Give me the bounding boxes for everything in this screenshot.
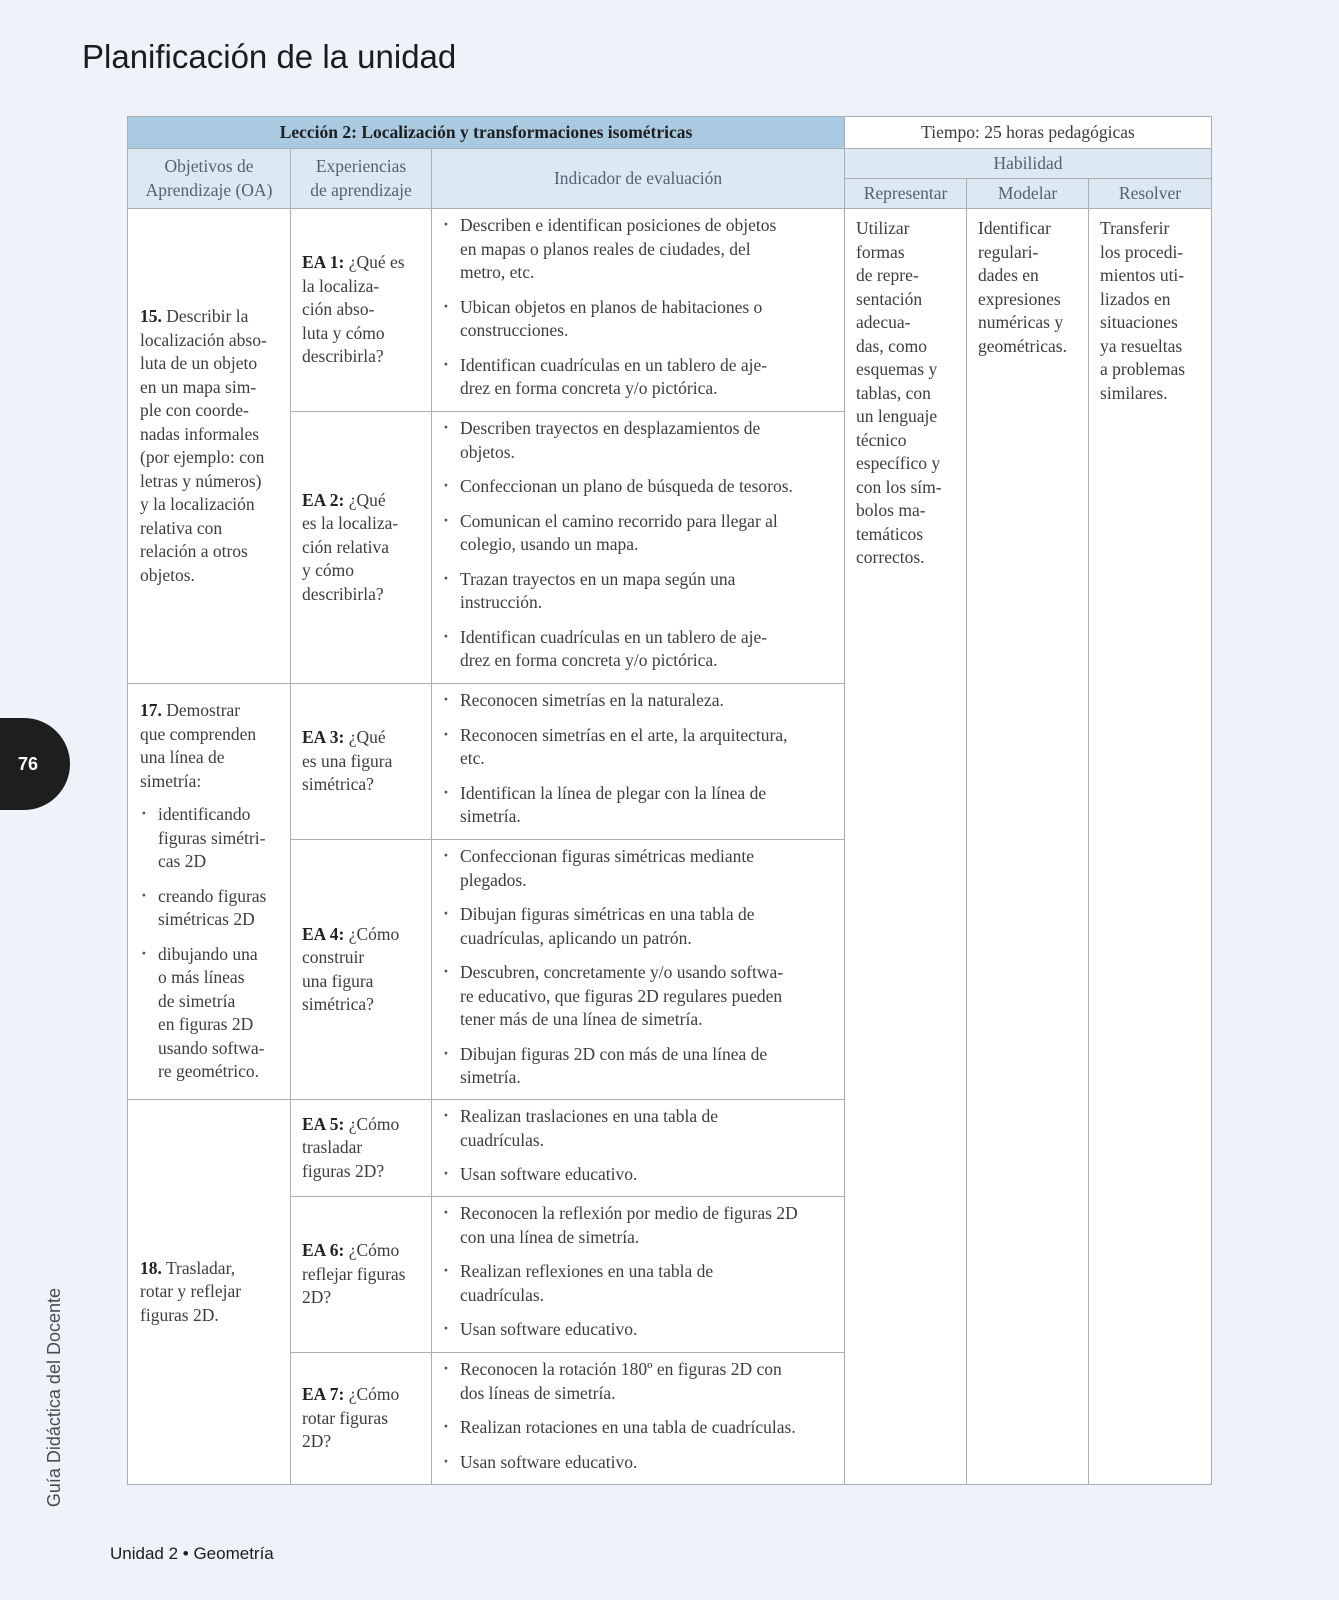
indicator-item: · Reconocen la reflexión por medio de figuras 2D con una línea de simetría. <box>442 1202 836 1249</box>
header-skill: Habilidad <box>845 149 1212 179</box>
side-running-title: Guía Didáctica del Docente <box>44 1288 64 1508</box>
indicator-item: · Describen trayectos en desplazamientos de objetos. <box>442 417 836 464</box>
header-ea: Experiencias de aprendizaje <box>291 149 432 209</box>
indicator-item: · Realizan traslaciones en una tabla de cuadrículas. <box>442 1105 836 1152</box>
ea-5-cell: EA 5: ¿Cómo trasladar figuras 2D? <box>291 1100 432 1197</box>
ea-2-cell: EA 2: ¿Qué es la localiza- ción relativa y cómo describirla? <box>291 412 432 684</box>
skill-solve-cell: Transferir los procedi- mientos uti- lizados en situaciones ya resueltas a problemas similares. <box>1089 209 1212 1485</box>
ea-7-cell: EA 7: ¿Cómo rotar figuras 2D? <box>291 1353 432 1485</box>
ea-3-indicators <box>432 684 845 840</box>
indicator-item: · Reconocen simetrías en el arte, la arquitectura, etc. <box>442 724 836 771</box>
page-title: Planificación de la unidad <box>82 38 457 75</box>
indicator-item: · Trazan trayectos en un mapa según una instrucción. <box>442 568 836 615</box>
ea-2-indicators <box>432 412 845 684</box>
indicator-item: · Identifican cuadrículas en un tablero de aje- drez en forma concreta y/o pictórica. <box>442 626 836 673</box>
oa-15-cell: 15. Describir la localización abso- luta de un objeto en un mapa sim- ple con coorde- nadas informales (por ejemplo: con letras y números) y la localización relativa con relación a otros objetos. <box>128 209 291 684</box>
header-indicator: Indicador de evaluación <box>432 149 845 209</box>
skill-represent-cell: Utilizar formas de repre- sentación adecua- das, como esquemas y tablas, con un lenguaje técnico específico y con los sím- bolos ma- temáticos correctos. <box>845 209 967 1485</box>
ea-6-cell: EA 6: ¿Cómo reflejar figuras 2D? <box>291 1197 432 1353</box>
indicator-item: · Dibujan figuras 2D con más de una línea de simetría. <box>442 1043 836 1090</box>
page-number-tab <box>0 718 70 810</box>
unit-planning-table <box>127 116 1212 1485</box>
indicator-item: · Confeccionan figuras simétricas mediante plegados. <box>442 845 836 892</box>
indicator-item: · Usan software educativo. <box>442 1451 836 1475</box>
ea-7-indicators <box>432 1353 845 1485</box>
indicator-item: · Identifican cuadrículas en un tablero de aje- drez en forma concreta y/o pictórica. <box>442 354 836 401</box>
skill-model-cell: Identificar regulari- dades en expresiones numéricas y geométricas. <box>967 209 1089 1485</box>
indicator-item: · Descubren, concretamente y/o usando softwa- re educativo, que figuras 2D regulares pueden tener más de una línea de simetría. <box>442 961 836 1032</box>
indicator-item: · Reconocen la rotación 180º en figuras 2D con dos líneas de simetría. <box>442 1358 836 1405</box>
ea-5-indicators <box>432 1100 845 1197</box>
indicator-item: · Realizan reflexiones en una tabla de cuadrículas. <box>442 1260 836 1307</box>
ea-1-cell: EA 1: ¿Qué es la localiza- ción abso- luta y cómo describirla? <box>291 209 432 412</box>
ea-4-indicators <box>432 840 845 1100</box>
lesson-time: Tiempo: 25 horas pedagógicas <box>845 117 1212 149</box>
ea-1-indicators <box>432 209 845 412</box>
page-number: 76 <box>17 753 39 774</box>
header-represent: Representar <box>845 179 967 209</box>
indicator-item: · Dibujan figuras simétricas en una tabla de cuadrículas, aplicando un patrón. <box>442 903 836 950</box>
oa-17-bullet: · creando figuras simétricas 2D <box>140 885 284 932</box>
header-solve: Resolver <box>1089 179 1212 209</box>
ea-6-indicators <box>432 1197 845 1353</box>
indicator-item: · Describen e identifican posiciones de objetos en mapas o planos reales de ciudades, del metro, etc. <box>442 214 836 285</box>
indicator-item: · Identifican la línea de plegar con la línea de simetría. <box>442 782 836 829</box>
indicator-item: · Reconocen simetrías en la naturaleza. <box>442 689 836 713</box>
header-oa: Objetivos de Aprendizaje (OA) <box>128 149 291 209</box>
header-model: Modelar <box>967 179 1089 209</box>
indicator-item: · Realizan rotaciones en una tabla de cuadrículas. <box>442 1416 836 1440</box>
footer-unit-label: Unidad 2 • Geometría <box>110 1544 274 1563</box>
oa-18-cell: 18. Trasladar, rotar y reflejar figuras 2D. <box>128 1100 291 1485</box>
lesson-title: Lección 2: Localización y transformaciones isométricas <box>128 117 845 149</box>
ea-4-cell: EA 4: ¿Cómo construir una figura simétrica? <box>291 840 432 1100</box>
indicator-item: · Confeccionan un plano de búsqueda de tesoros. <box>442 475 836 499</box>
oa-17-bullet: · dibujando una o más líneas de simetría en figuras 2D usando softwa- re geométrico. <box>140 943 284 1084</box>
oa-17-bullet: · identificando figuras simétri- cas 2D <box>140 803 284 874</box>
indicator-item: · Usan software educativo. <box>442 1318 836 1342</box>
ea-3-cell: EA 3: ¿Qué es una figura simétrica? <box>291 684 432 840</box>
indicator-item: · Comunican el camino recorrido para llegar al colegio, usando un mapa. <box>442 510 836 557</box>
oa-17-cell: 17. Demostrar que comprenden una línea de simetría: · identificando figuras simétri- cas 2D · creando figuras simétricas 2D · dibujando una o más líneas de simetría en figuras 2D usando softwa- re geométrico. <box>128 684 291 1100</box>
indicator-item: · Usan software educativo. <box>442 1163 836 1187</box>
indicator-item: · Ubican objetos en planos de habitaciones o construcciones. <box>442 296 836 343</box>
